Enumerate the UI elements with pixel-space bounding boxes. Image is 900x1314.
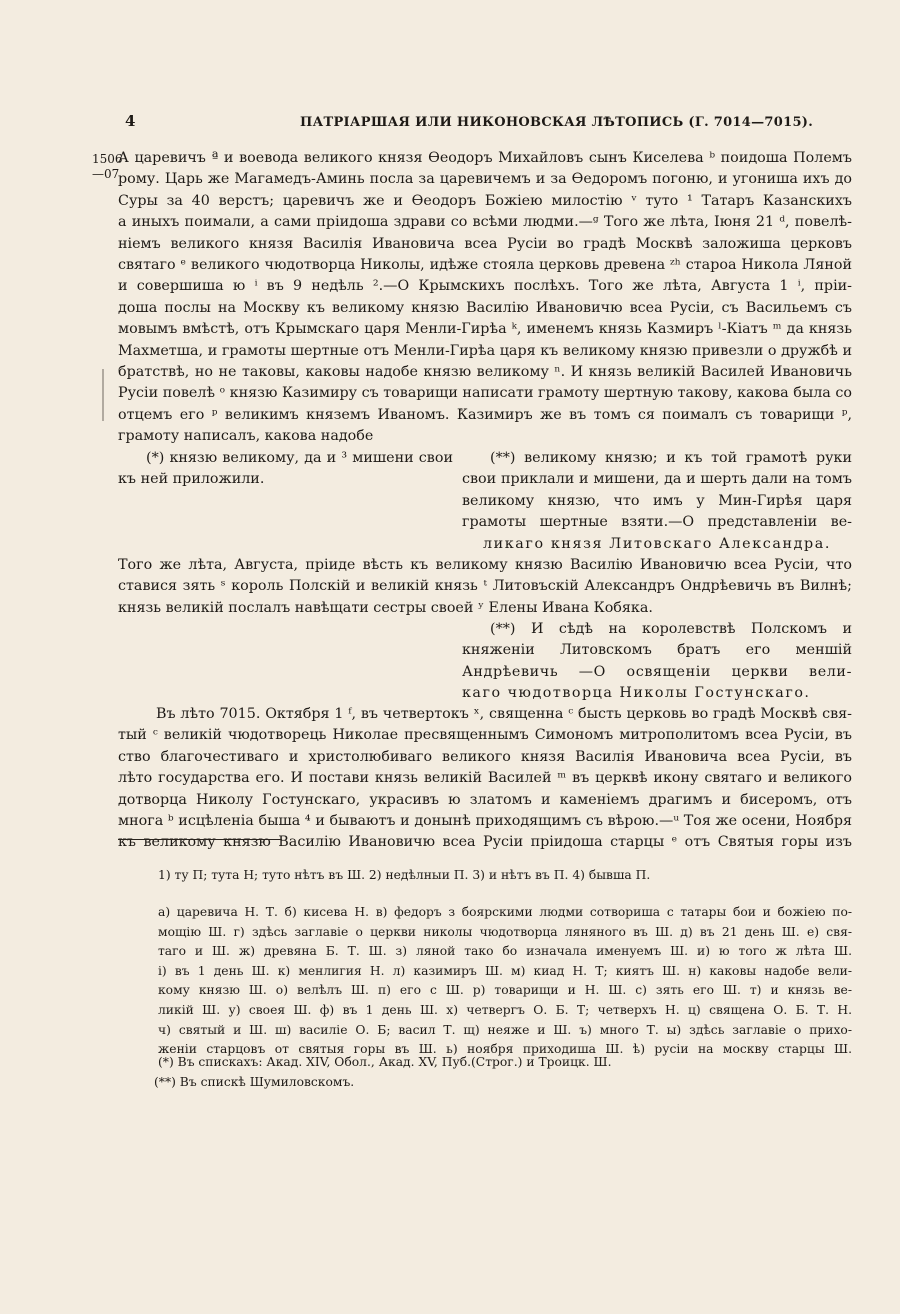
text-line: ство благочестиваго и христолюбиваго великого князя Василія Ивановича всеа Русіи, въ: [118, 748, 852, 765]
text-line: (*) князю великому, да и ³ мишени свои: [146, 450, 453, 466]
text-line: князь великій послалъ навѣщати сестры своей ʸ Елены Ивана Кобяка.: [118, 599, 653, 616]
footnote-line: мощію Ш. г) здѣсь заглавіе о церкви николы чюдотворца ляняного въ Ш. д) въ 21 день Ш. е) свя-: [158, 924, 852, 939]
text-line: ставися зять ˢ король Полскій и великій князь ᵗ Литовъскій Александръ Ондрѣевичь въ Вилнѣ;: [118, 578, 852, 595]
text-line: (**) великому князю; и къ той грамотѣ руки: [490, 450, 852, 466]
numbered-footnotes: [158, 866, 852, 886]
footnote-separator: [118, 839, 282, 840]
text-line: Андрѣевичь —О освященіи церкви вели-: [462, 663, 852, 680]
text-line: (**) И сѣдѣ на королевствѣ Полскомъ и: [490, 621, 852, 637]
margin-year-range: —07: [92, 167, 120, 181]
footnote-line: женіи старцовъ от святыя горы въ Ш. ь) ноября приходиша Ш. ѣ) русіи на москву старцы Ш.: [158, 1042, 852, 1057]
text-line: рому. Царь же Магамедъ-Аминь посла за царевичемъ и за Ѳедоромъ погоню, и угониша ихъ до: [118, 171, 852, 188]
text-line: лѣто государства его. И постави князь великій Василей ᵐ въ церквѣ икону святаго и великого: [118, 770, 852, 787]
text-line: грамоты шертные взяти.—О представленіи ве-: [462, 514, 852, 531]
text-line: Того же лѣта, Августа, пріиде вѣсть къ великому князю Василію Ивановичю всеа Русіи, что: [118, 557, 852, 573]
variant-right-column: [462, 619, 852, 705]
footnote-line: (**) Въ спискѣ Шумиловскомъ.: [154, 1074, 355, 1089]
text-line: Махметша, и грамоты шертные отъ Менли-Гирѣа царя къ великому князю привезли о дружбѣ и: [118, 342, 852, 359]
margin-year: 1506: [92, 152, 123, 166]
text-line: многа ᵇ исцѣленіа быша ⁴ и бываютъ и донынѣ приходящимъ съ вѣрою.—ᵘ Тоя же осени, Ноября: [118, 812, 852, 829]
text-line: братствѣ, но не таковы, каковы надобе князю великому ⁿ. И князь великій Василей Ивановичь: [118, 363, 852, 380]
manuscript-list-notes: [154, 1053, 852, 1092]
tail-text: [118, 704, 852, 854]
text-line: ніемъ великого князя Василія Ивановича всеа Русіи во градѣ Москвѣ заложиша церковъ: [118, 235, 852, 252]
section-heading: каго чюдотворца Николы Гостунскаго.: [462, 685, 811, 702]
running-title: ПАТРІАРШАЯ ИЛИ НИКОНОВСКАЯ ЛѢТОПИСЬ (Г. 7014—7015).: [300, 115, 814, 130]
text-line: грамоту написалъ, какова надобе: [118, 428, 374, 445]
footnote-line: (*) Въ спискахъ: Акад. XIV, Обол., Акад. XV, Пуб.(Строг.) и Троицк. Ш.: [158, 1055, 612, 1069]
text-line: а иныхъ поимали, а сами пріидоша здрави со всѣми людми.—ᵍ Того же лѣта, Іюня 21 ᵈ, повелѣ-: [118, 214, 852, 231]
footnote-line: і) въ 1 день Ш. к) менлигия Н. л) казимиръ Ш. м) киад Н. Т; киятъ Ш. н) каковы надобе вели-: [158, 963, 852, 978]
text-line: къ ней приложили.: [118, 471, 265, 488]
text-line: свои приклали и мишени, да и шерть дали на томъ: [462, 471, 852, 488]
lettered-footnotes: [158, 903, 852, 1060]
text-line: А царевичъ ª и воевода великого князя Ѳеодоръ Михайловъ сынъ Киселева ᵇ поидоша Полемъ: [118, 150, 852, 166]
mid-text: [118, 555, 852, 619]
text-line: тый ᶜ великій чюдотворець Николае пресвященнымъ Симономъ митрополитомъ всеа Русіи, въ: [118, 727, 852, 744]
page-number: 4: [125, 112, 136, 130]
footnote-line: а) царевича Н. Т. б) кисева Н. в) федоръ з боярскими людми сотвориша с татары бои и божіею по-: [158, 905, 852, 919]
text-line: княженіи Литовскомъ братъ его меншій: [462, 642, 852, 659]
footnote-line: ликій Ш. у) своея Ш. ф) въ 1 день Ш. х) четвергъ О. Б. Т; четверхъ Н. ц) священа О. Б. Т. Н.: [158, 1002, 852, 1017]
text-line: къ великому князю Василію Ивановичю всеа Русіи пріидоша старцы ᵉ отъ Святыя горы изъ: [118, 834, 852, 851]
text-line: Русіи повелѣ ᵒ князю Казимиру съ товарищи написати грамоту шертную такову, какова была со: [118, 385, 852, 402]
footnote-line: 1) ту П; тута Н; туто нѣтъ въ Ш. 2) недѣлныи П. 3) и нѣтъ въ П. 4) бывша П.: [158, 868, 651, 882]
text-line: доша послы на Москву къ великому князю Василію Ивановичю всеа Русіи, съ Васильемъ съ: [118, 299, 852, 316]
text-line: отцемъ его ᵖ великимъ княземъ Иваномъ. Казимиръ же въ томъ ся поималъ съ товарищи ᵖ,: [118, 406, 852, 423]
pencil-mark: [102, 369, 104, 421]
text-line: Въ лѣто 7015. Октября 1 ᶠ, въ четвертокъ ˣ, священна ᶜ бысть церковь во градѣ Москвѣ свя-: [156, 706, 852, 722]
variant-right-column: [462, 448, 852, 555]
footnote-line: кому князю Ш. о) велѣлъ Ш. п) его с Ш. р) товарищи и Н. Ш. с) зять его Ш. т) и князь ве-: [158, 983, 852, 998]
footnote-line: таго и Ш. ж) древяна Б. Т. Ш. з) ляной тако бо изначала именуемъ Ш. и) ю того ж лѣта Ш.: [158, 944, 852, 959]
variant-left-column: [118, 448, 453, 491]
footnote-line: ч) святый и Ш. ш) василіе О. Б; васил Т. щ) неяже и Ш. ъ) много Т. ы) здѣсь заглавіе о прихо-: [158, 1022, 852, 1037]
text-line: святаго ᵉ великого чюдотворца Николы, идѣже стояла церковь древена ᶻʰ староа Никола Ляной: [118, 256, 852, 273]
text-line: мовымъ вмѣстѣ, отъ Крымскаго царя Менли-Гирѣа ᵏ, именемъ князь Казмиръ ˡ-Кіатъ ᵐ да князь: [118, 321, 852, 338]
main-text: [118, 148, 852, 447]
section-heading: ликаго князя Литовскаго Александра.: [482, 535, 832, 552]
text-line: дотворца Николу Гостунскаго, украсивъ ю златомъ и каменіемъ драгимъ и бисеромъ, отъ: [118, 791, 852, 808]
text-line: великому князю, что имъ у Мин-Гирѣя царя: [462, 492, 852, 509]
text-line: Суры за 40 верстъ; царевичъ же и Ѳеодоръ Божіею милостію ᵛ туто ¹ Татаръ Казанскихъ: [118, 192, 852, 209]
text-line: и совершиша ю ⁱ въ 9 недѣль ².—О Крымскихъ послѣхъ. Того же лѣта, Августа 1 ⁱ, пріи-: [118, 278, 852, 295]
